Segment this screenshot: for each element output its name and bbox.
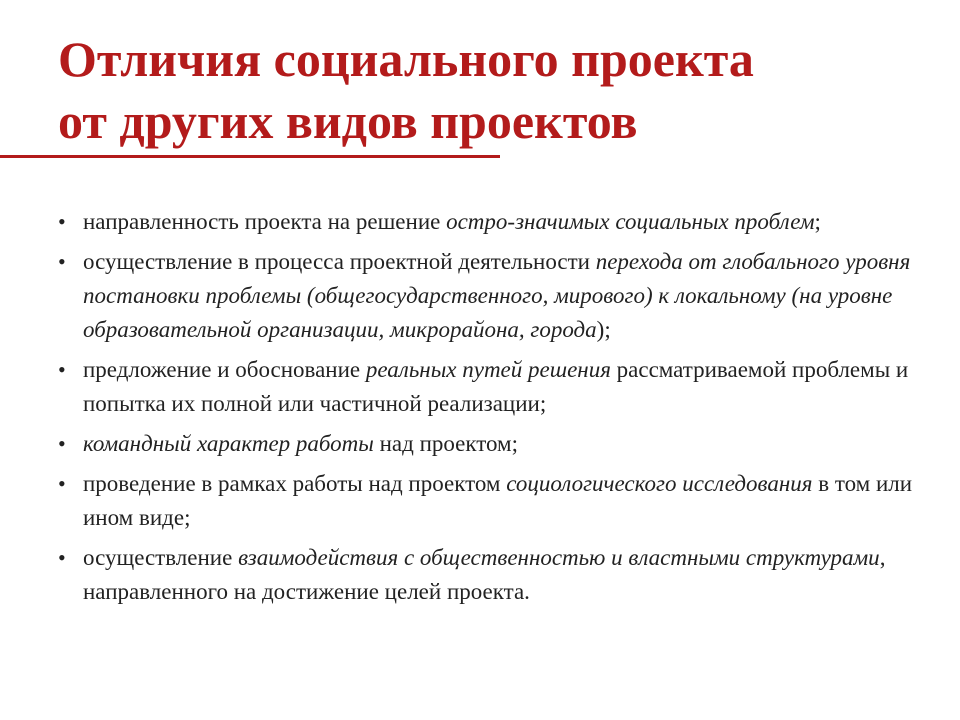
bullet-text-regular: осуществление xyxy=(83,545,239,570)
bullet-text-regular: ; xyxy=(814,209,821,234)
bullet-text-regular: осуществление в процесса проектной деятельности xyxy=(83,249,596,274)
bullet-text xyxy=(83,545,885,604)
bullet-dot-icon: • xyxy=(58,209,66,234)
list-item xyxy=(58,467,938,535)
bullet-dot-icon: • xyxy=(58,249,66,274)
bullet-text-regular: проведение в рамках работы над проектом xyxy=(83,471,507,496)
bullet-text xyxy=(83,249,910,342)
title-line-2: от других видов проектов xyxy=(58,93,638,149)
bullet-text-italic: реальных путей решения xyxy=(365,357,611,382)
bullet-text xyxy=(83,471,912,530)
bullet-text-regular: над проектом; xyxy=(373,431,519,456)
bullet-text xyxy=(83,431,518,456)
slide-title xyxy=(58,28,754,152)
bullet-text-italic: остро-значимых социальных проблем xyxy=(446,209,815,234)
bullet-text-regular: рассматриваемой проблемы и попытка их полной или частичной реализации; xyxy=(83,357,909,416)
list-item xyxy=(58,205,938,239)
title-line-1: Отличия социального проекта xyxy=(58,31,754,87)
bullet-text xyxy=(83,357,908,416)
bullet-dot-icon: • xyxy=(58,357,66,382)
bullet-text-regular: , направленного на достижение целей проекта. xyxy=(83,545,886,604)
bullet-dot-icon: • xyxy=(58,471,66,496)
bullet-text-italic: командный характер работы xyxy=(83,431,374,456)
bullet-text-regular: ); xyxy=(596,317,611,342)
bullet-text xyxy=(83,209,821,234)
bullet-text-regular: в том или ином виде; xyxy=(83,471,913,530)
bullet-text-italic: взаимодействия с общественностью и властными структурами xyxy=(238,545,880,570)
bullet-dot-icon: • xyxy=(58,545,66,570)
bullet-text-regular: направленность проекта на решение xyxy=(83,209,447,234)
bullet-dot-icon: • xyxy=(58,431,66,456)
title-underline xyxy=(0,155,500,158)
list-item xyxy=(58,541,938,609)
list-item xyxy=(58,427,938,461)
bullet-list xyxy=(58,205,938,615)
bullet-text-italic: перехода от глобального уровня постановки проблемы (общегосударственного, мирового) к локальному (на уровне образовательной организации, микрорайона, города xyxy=(83,249,911,342)
bullet-text-regular: предложение и обоснование xyxy=(83,357,366,382)
list-item xyxy=(58,353,938,421)
bullet-text-italic: социологического исследования xyxy=(506,471,813,496)
list-item xyxy=(58,245,938,347)
